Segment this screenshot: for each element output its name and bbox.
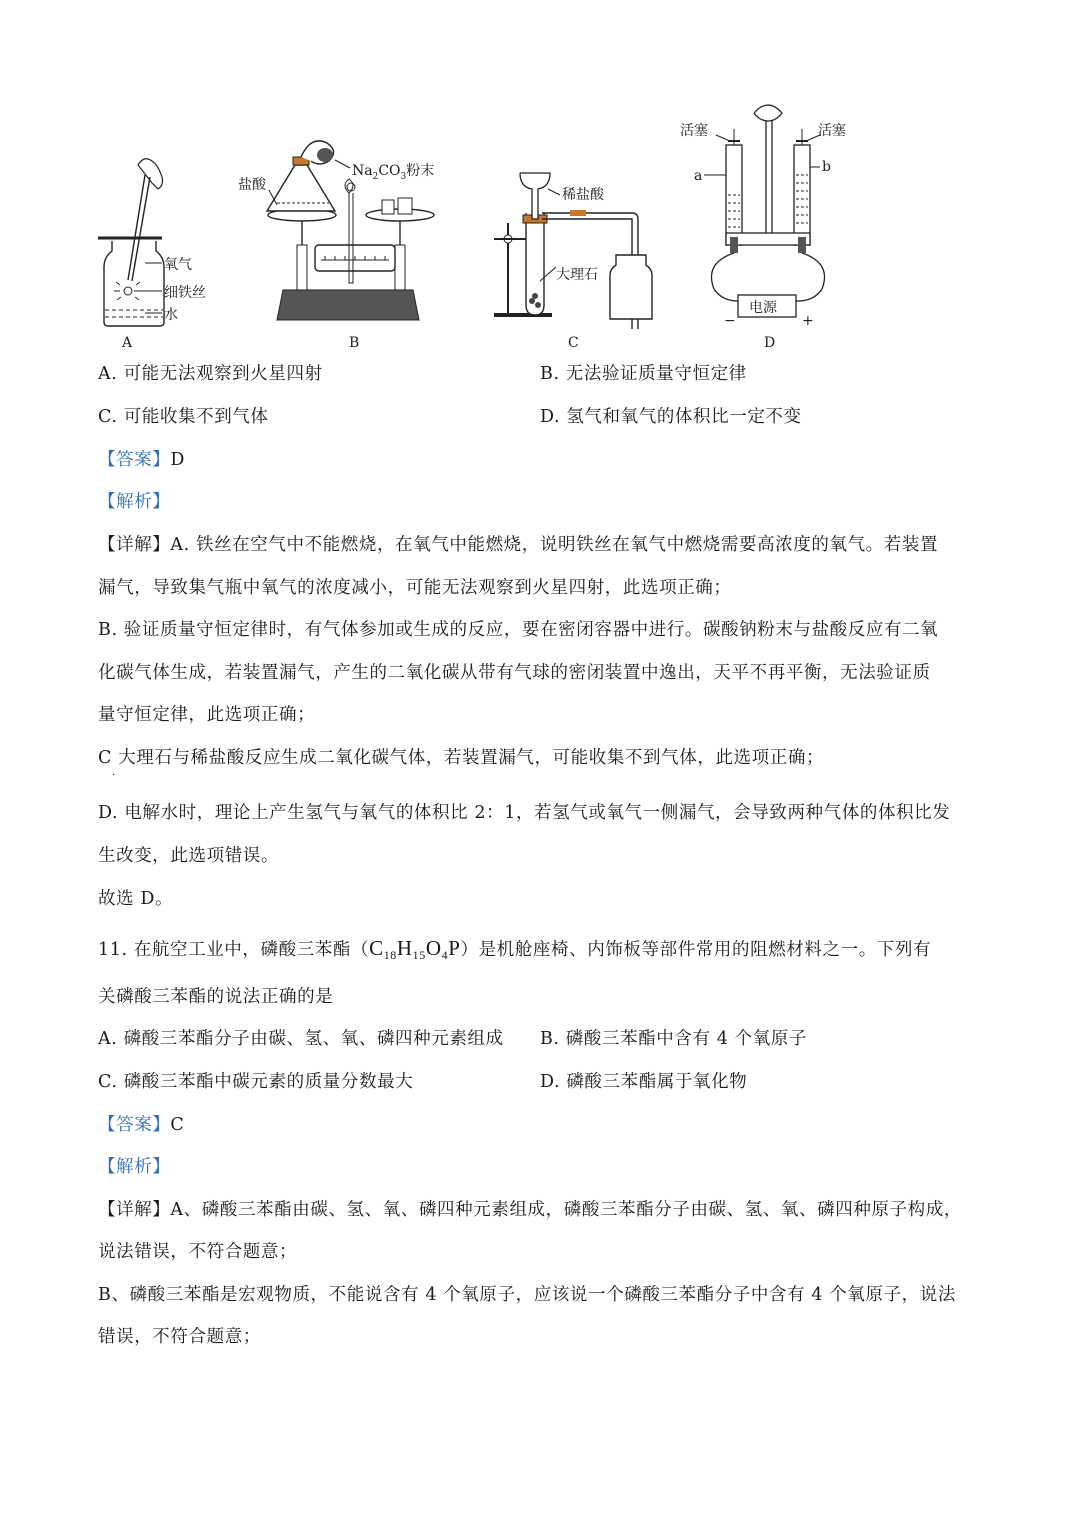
label-power: 电源 bbox=[749, 300, 777, 316]
answer-tag: 【答案】 bbox=[98, 1115, 171, 1135]
detail-tag: 【详解】 bbox=[98, 535, 171, 555]
figure-b-drawing bbox=[235, 95, 445, 355]
q10-detail-line-1 bbox=[98, 533, 938, 557]
q10-option-d: D. 氢气和氧气的体积比一定不变 bbox=[540, 407, 802, 427]
caption-a: A bbox=[122, 335, 133, 351]
q11-detail-line-2: 说法错误，不符合题意； bbox=[98, 1242, 298, 1262]
q11-answer bbox=[98, 1113, 184, 1137]
q10-detail-line-7: D. 电解水时，理论上产生氢气与氧气的体积比 2：1，若氢气或氧气一侧漏气，会导致两种气体的体积比发 bbox=[98, 803, 951, 823]
analysis-tag: 【解析】 bbox=[98, 492, 171, 512]
chemical-formula: $C_{18}H_{15}O_4P$ bbox=[369, 936, 461, 962]
q10-option-c: C. 可能收集不到气体 bbox=[98, 407, 269, 427]
q10-answer bbox=[98, 448, 185, 472]
q11-stem-end: ）是机舱座椅、内饰板等部件常用的阻燃材料之一。下列有 bbox=[460, 940, 932, 960]
detail-text: A、磷酸三苯酯由碳、氢、氧、磷四种元素组成，磷酸三苯酯分子由碳、氢、氧、磷四种原子构成， bbox=[170, 1200, 962, 1220]
label-tube-a: a bbox=[694, 168, 703, 184]
q11-detail-line-1 bbox=[98, 1198, 962, 1222]
stray-dot: · bbox=[112, 770, 116, 781]
q11-analysis-tag bbox=[98, 1155, 170, 1179]
q11-stem-line-1 bbox=[98, 934, 931, 969]
label-plus: + bbox=[802, 313, 814, 329]
q11-detail-line-4: 错误，不符合题意； bbox=[98, 1327, 261, 1347]
caption-d: D bbox=[764, 335, 776, 351]
figure-c-drawing bbox=[490, 95, 665, 355]
label-oxygen: 氧气 bbox=[164, 257, 192, 273]
q11-stem-line-2: 关磷酸三苯酯的说法正确的是 bbox=[98, 987, 334, 1007]
q10-detail-line-4: 化碳气体生成，若装置漏气，产生的二氧化碳从带有气球的密闭装置中逸出，天平不再平衡，无法验证质 bbox=[98, 663, 931, 683]
label-stopcock-left: 活塞 bbox=[680, 123, 708, 139]
q10-analysis-tag bbox=[98, 490, 170, 514]
figure-c bbox=[490, 95, 665, 355]
answer-tag: 【答案】 bbox=[98, 450, 171, 470]
label-water: 水 bbox=[164, 307, 178, 323]
figure-a-drawing bbox=[90, 95, 240, 355]
q11-option-c: C. 磷酸三苯酯中碳元素的质量分数最大 bbox=[98, 1072, 414, 1092]
q11-stem-start: 11. 在航空工业中，磷酸三苯酯（ bbox=[98, 940, 370, 960]
detail-text: A. 铁丝在空气中不能燃烧，在氧气中能燃烧，说明铁丝在氧气中燃烧需要高浓度的氧气。若装置 bbox=[170, 535, 939, 555]
label-tube-b: b bbox=[822, 159, 831, 175]
q10-detail-line-8: 生改变，此选项错误。 bbox=[98, 846, 279, 866]
q10-detail-line-5: 量守恒定律，此选项正确； bbox=[98, 705, 316, 725]
label-iron-wire: 细铁丝 bbox=[164, 285, 206, 301]
detail-tag: 【详解】 bbox=[98, 1200, 171, 1220]
q11-option-b: B. 磷酸三苯酯中含有 4 个氧原子 bbox=[540, 1029, 808, 1049]
q10-detail-line-6: C 大理石与稀盐酸反应生成二氧化碳气体，若装置漏气，可能收集不到气体，此选项正确； bbox=[98, 748, 825, 768]
answer-value: D bbox=[170, 450, 186, 470]
q10-option-b: B. 无法验证质量守恒定律 bbox=[540, 364, 747, 384]
q10-option-a: A. 可能无法观察到火星四射 bbox=[98, 364, 323, 384]
analysis-tag: 【解析】 bbox=[98, 1157, 171, 1177]
q10-detail-line-3: B. 验证质量守恒定律时，有气体参加或生成的反应，要在密闭容器中进行。碳酸钠粉末与盐酸反应有二氧 bbox=[98, 620, 939, 640]
q11-option-a: A. 磷酸三苯酯分子由碳、氢、氧、磷四种元素组成 bbox=[98, 1029, 504, 1049]
label-na2co3: $Na_2CO_3$粉末 bbox=[352, 163, 435, 182]
caption-b: B bbox=[349, 335, 360, 351]
figure-b bbox=[235, 95, 445, 355]
label-marble: 大理石 bbox=[556, 267, 598, 283]
answer-value: C bbox=[170, 1115, 185, 1135]
figure-d-drawing bbox=[680, 95, 860, 355]
label-minus: − bbox=[724, 313, 736, 329]
q11-detail-line-3: B、磷酸三苯酯是宏观物质，不能说含有 4 个氧原子，应该说一个磷酸三苯酯分子中含有 4 个氧原子，说法 bbox=[98, 1285, 956, 1305]
figure-a bbox=[90, 95, 240, 355]
q10-detail-line-2: 漏气，导致集气瓶中氧气的浓度减小，可能无法观察到火星四射，此选项正确； bbox=[98, 578, 732, 598]
label-stopcock-right: 活塞 bbox=[818, 123, 846, 139]
q10-conclusion: 故选 D。 bbox=[98, 889, 174, 909]
figure-d bbox=[680, 95, 860, 355]
label-hydrochloric-acid: 盐酸 bbox=[238, 177, 266, 193]
apparatus-figures bbox=[90, 95, 990, 355]
q11-option-d: D. 磷酸三苯酯属于氧化物 bbox=[540, 1072, 748, 1092]
label-dilute-hcl: 稀盐酸 bbox=[562, 187, 604, 203]
caption-c: C bbox=[568, 335, 579, 351]
